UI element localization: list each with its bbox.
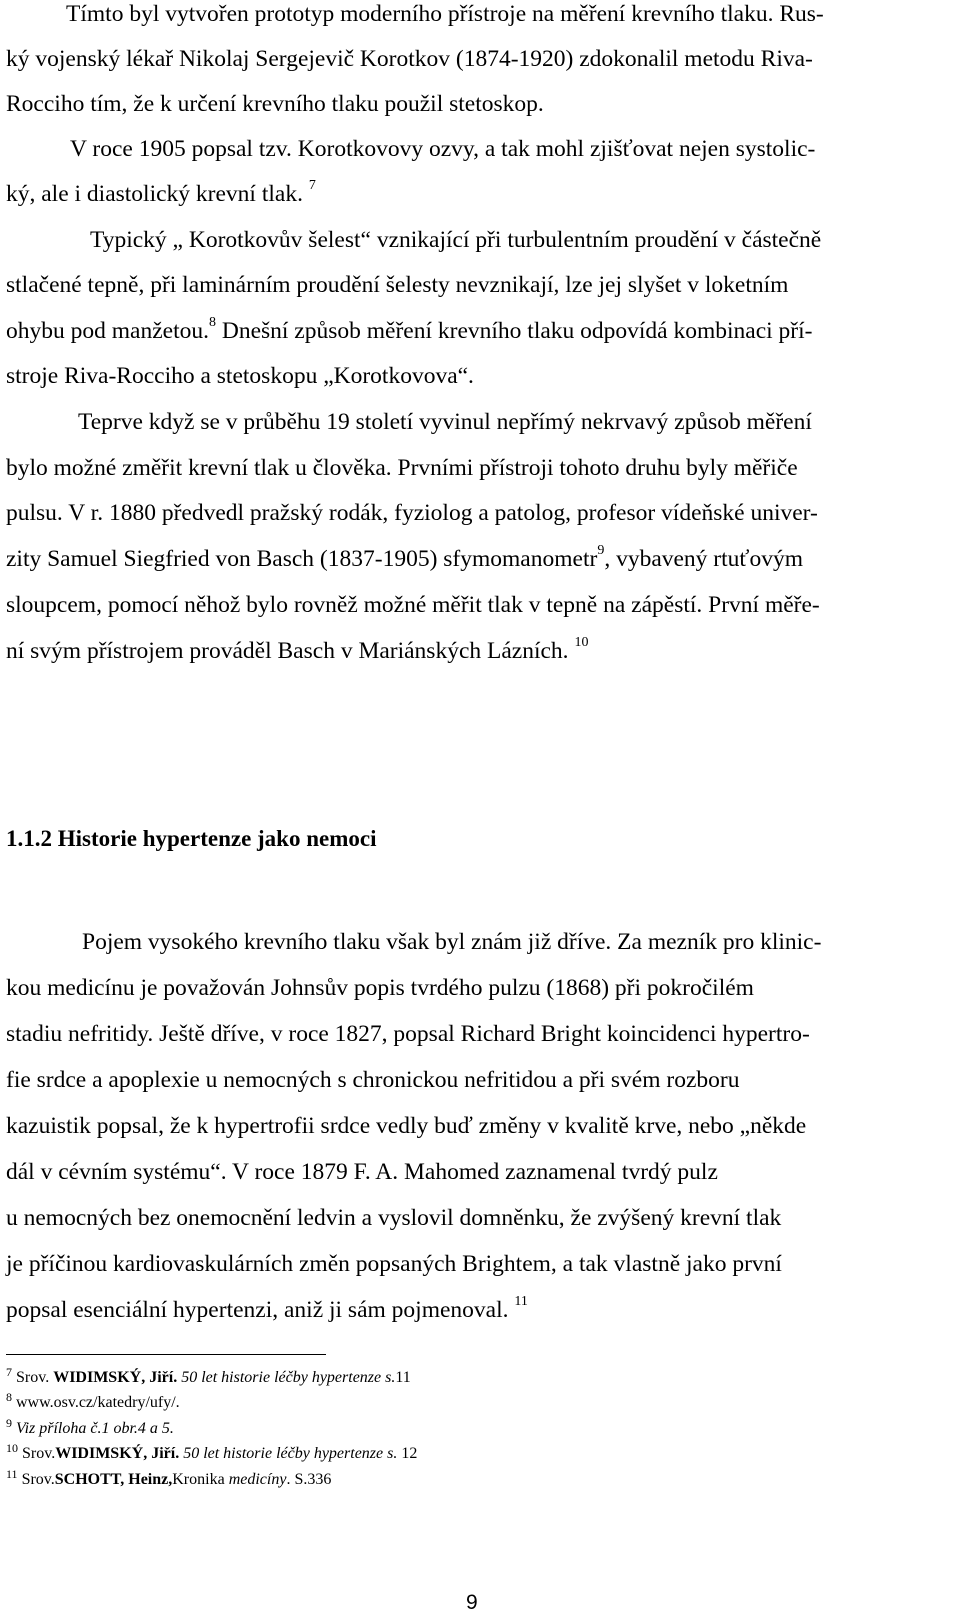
footnote-title: 50 let historie léčby hypertenze s. [177, 1369, 396, 1386]
footnote-number: 7 [6, 1365, 12, 1379]
text-line: pulsu. V r. 1880 předvedl pražský rodák, fyziolog a patolog, profesor vídeňské univer- [6, 500, 818, 526]
text-line: stroje Riva-Rocciho a stetoskopu „Korotkovova“. [6, 363, 474, 389]
footnote-text: Viz příloha č.1 obr.4 a 5. [16, 1420, 174, 1437]
footnote-separator [6, 1354, 326, 1355]
footnote-text: Kronika [172, 1471, 229, 1488]
footnote-ref: 9 [597, 543, 605, 558]
text-line: sloupcem, pomocí něhož bylo rovněž možné měřit tlak v tepně na zápěstí. První měře- [6, 592, 820, 618]
footnote-10 [6, 1441, 418, 1464]
text-line: Tímto byl vytvořen prototyp moderního přístroje na měření krevního tlaku. Rus- [66, 1, 824, 27]
text-line [6, 180, 316, 208]
text-span: ký, ale i diastolický krevní tlak. [6, 181, 303, 207]
section-heading: 1.1.2 Historie hypertenze jako nemoci [6, 826, 377, 851]
footnote-number: 10 [6, 1441, 18, 1455]
text-line: bylo možné změřit krevní tlak u člověka. Prvními přístroji tohoto druhu byly měřiče [6, 455, 798, 481]
footnote-title: medicíny [228, 1471, 287, 1488]
text-line [6, 317, 813, 345]
text-line: je příčinou kardiovaskulárních změn popsaných Brightem, a tak vlastně jako první [6, 1251, 782, 1277]
text-span: popsal esenciální hypertenzi, aniž ji sám pojmenoval. [6, 1297, 509, 1323]
footnote-text: Srov. [21, 1471, 55, 1488]
text-line: stadiu nefritidy. Ještě dříve, v roce 1827, popsal Richard Bright koincidenci hypertro- [6, 1021, 810, 1047]
footnote-8 [6, 1390, 180, 1413]
text-span: , vybavený rtuťovým [604, 546, 803, 572]
text-span: ní svým přístrojem prováděl Basch v Mariánských Lázních. [6, 638, 569, 664]
text-line: kou medicínu je považován Johnsův popis tvrdého pulzu (1868) při pokročilém [6, 975, 754, 1001]
footnote-text: Srov. [16, 1369, 54, 1386]
footnote-ref: 7 [308, 178, 316, 193]
footnote-text: Srov. [22, 1445, 56, 1462]
footnote-ref: 10 [574, 635, 589, 650]
text-line: Pojem vysokého krevního tlaku však byl znám již dříve. Za mezník pro klinic- [82, 929, 822, 955]
text-line: kazuistik popsal, že k hypertrofii srdce vedly buď změny v kvalitě krve, nebo „někde [6, 1113, 807, 1139]
footnote-author: WIDIMSKÝ, Jiří. [53, 1369, 178, 1386]
footnote-9 [6, 1416, 174, 1439]
footnote-author: WIDIMSKÝ, Jiří. [55, 1445, 180, 1462]
footnote-page: 12 [397, 1445, 418, 1462]
footnote-ref: 8 [208, 315, 216, 330]
text-line: Rocciho tím, že k určení krevního tlaku použil stetoskop. [6, 91, 544, 117]
text-span: zity Samuel Siegfried von Basch (1837-1905) sfymomanometr [6, 546, 598, 572]
text-line: V roce 1905 popsal tzv. Korotkovovy ozvy, a tak mohl zjišťovat nejen systolic- [70, 136, 816, 162]
text-line: Typický „ Korotkovův šelest“ vznikající při turbulentním proudění v částečně [90, 227, 822, 253]
footnote-page: 11 [395, 1369, 411, 1386]
text-line: u nemocných bez onemocnění ledvin a vyslovil domněnku, že zvýšený krevní tlak [6, 1205, 782, 1231]
text-line: ký vojenský lékař Nikolaj Sergejevič Korotkov (1874-1920) zdokonalil metodu Riva- [6, 46, 813, 72]
footnote-number: 11 [6, 1467, 18, 1481]
text-span: ohybu pod manžetou. [6, 318, 209, 344]
text-span: Dnešní způsob měření krevního tlaku odpovídá kombinaci pří- [215, 318, 813, 344]
footnote-11 [6, 1467, 332, 1490]
footnote-link[interactable]: www.osv.cz/katedry/ufy/. [16, 1394, 180, 1411]
text-line [6, 637, 588, 665]
footnote-7 [6, 1365, 411, 1388]
text-line [6, 545, 803, 573]
footnote-number: 8 [6, 1390, 12, 1404]
text-line: stlačené tepně, při laminárním proudění šelesty nevznikají, lze jej slyšet v loketním [6, 272, 789, 298]
text-line: Teprve když se v průběhu 19 století vyvinul nepřímý nekrvavý způsob měření [78, 409, 812, 435]
text-line [6, 1296, 528, 1324]
text-line: dál v cévním systému“. V roce 1879 F. A. Mahomed zaznamenal tvrdý pulz [6, 1159, 718, 1185]
text-line: fie srdce a apoplexie u nemocných s chronickou nefritidou a při svém rozboru [6, 1067, 740, 1093]
footnote-ref: 11 [514, 1294, 528, 1309]
footnote-page: . S.336 [286, 1471, 332, 1488]
footnote-number: 9 [6, 1416, 12, 1430]
footnote-title: 50 let historie léčby hypertenze s. [179, 1445, 398, 1462]
page-number: 9 [466, 1591, 478, 1614]
footnote-author: SCHOTT, Heinz, [54, 1471, 173, 1488]
